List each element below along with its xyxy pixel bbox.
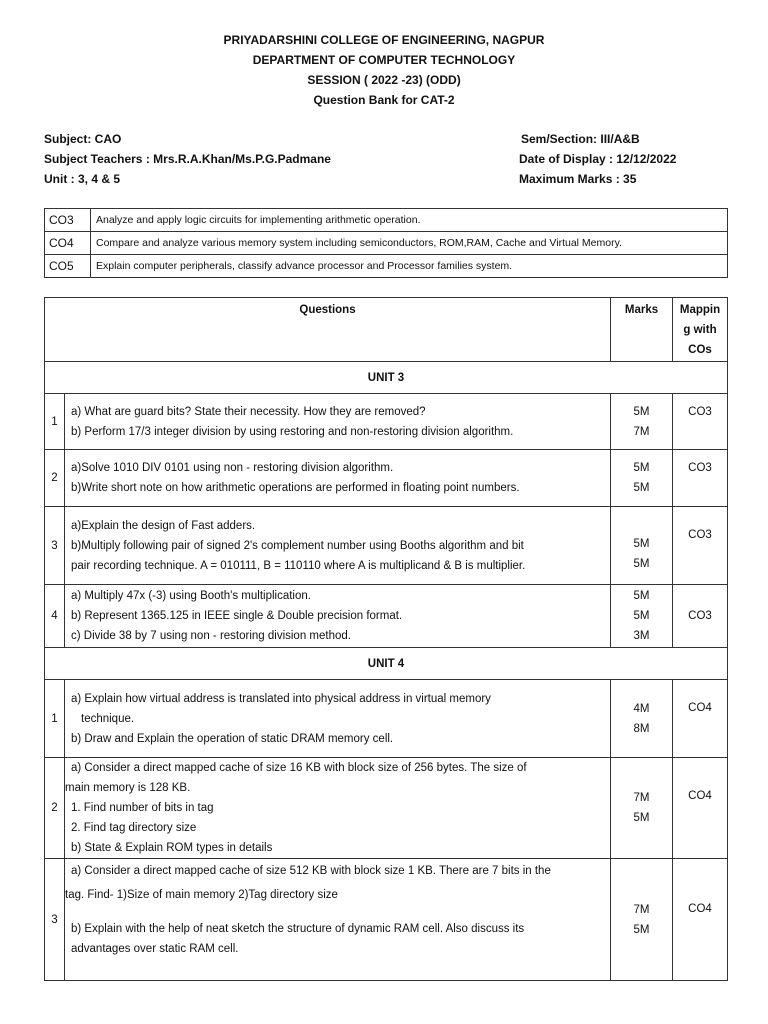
marks-value: 5M [633,462,650,474]
question-co: CO4 [673,859,728,981]
college-name: PRIYADARSHINI COLLEGE OF ENGINEERING, NAGPUR [223,33,545,47]
marks-value: 5M [633,482,650,494]
question-row [45,859,728,981]
question-line: c) Divide 38 by 7 using non - restoring division method. [71,630,351,642]
marks-value: 5M [633,590,650,602]
outcome-text: Analyze and apply logic circuits for implementing arithmetic operation. [91,209,728,232]
question-line: a) Multiply 47x (-3) using Booth's multiplication. [71,590,311,602]
outcome-code: CO4 [45,232,91,255]
outcome-row [45,255,728,278]
question-line: tag. Find- 1)Size of main memory 2)Tag directory size [65,889,338,901]
question-marks [611,394,673,450]
marks-value: 5M [633,405,650,418]
question-co: CO3 [673,450,728,507]
units: Unit : 3, 4 & 5 [44,172,121,186]
sem-section: Sem/Section: III/A&B [521,132,640,146]
unit-3-row [45,362,728,394]
question-line: a) Consider a direct mapped cache of size 16 KB with block size of 256 bytes. The size of [71,762,527,774]
marks-value: 7M [633,425,650,438]
table-header-row [45,298,728,362]
course-outcomes-table [44,208,728,278]
question-table [44,297,728,981]
question-row [45,507,728,585]
question-number: 3 [45,859,65,981]
question-line: b)Multiply following pair of signed 2's complement number using Booths algorithm and bit [71,539,524,552]
outcome-code: CO5 [45,255,91,278]
marks-value: 7M [633,792,650,804]
question-line: b) Perform 17/3 integer division by using restoring and non-restoring division algorithm. [71,425,514,438]
subject: Subject: CAO [44,132,122,146]
mapping-header-line: g with [683,324,717,336]
question-marks [611,680,673,758]
document-title: Question Bank for CAT-2 [313,93,455,107]
marks-value: 8M [633,722,650,735]
question-line: 2. Find tag directory size [71,822,197,834]
question-line: technique. [81,712,135,725]
marks-value: 3M [633,630,650,642]
question-text [65,394,611,450]
marks-value: 4M [633,702,650,715]
question-number: 3 [45,507,65,585]
question-line: b) State & Explain ROM types in details [71,842,273,854]
question-co: CO4 [673,758,728,859]
marks-header: Marks [611,298,673,362]
question-line: a) Explain how virtual address is translated into physical address in virtual memory [71,692,491,705]
question-marks [611,859,673,981]
question-line: 1. Find number of bits in tag [71,802,214,814]
question-co: CO4 [673,680,728,758]
marks-value: 5M [633,923,650,936]
question-row [45,680,728,758]
question-line: a) What are guard bits? State their necessity. How they are removed? [71,405,426,418]
question-number: 4 [45,585,65,648]
subject-teachers: Subject Teachers : Mrs.R.A.Khan/Ms.P.G.Padmane [44,152,331,166]
question-text [65,585,611,648]
question-text [65,758,611,859]
outcome-code: CO3 [45,209,91,232]
question-row [45,585,728,648]
mapping-header-line: COs [688,344,712,356]
question-line: b) Explain with the help of neat sketch the structure of dynamic RAM cell. Also discuss its [71,923,525,935]
marks-value: 7M [633,903,650,916]
question-number: 2 [45,450,65,507]
unit-4-row [45,648,728,680]
question-line: a)Explain the design of Fast adders. [71,519,256,532]
question-marks [611,507,673,585]
question-number: 1 [45,680,65,758]
question-co: CO3 [673,507,728,585]
question-co: CO3 [673,585,728,648]
question-marks [611,585,673,648]
marks-value: 5M [633,812,650,824]
question-number: 2 [45,758,65,859]
outcome-text: Compare and analyze various memory system including semiconductors, ROM,RAM, Cache and Virtual Memory. [91,232,728,255]
date-of-display: Date of Display : 12/12/2022 [519,152,677,166]
question-number: 1 [45,394,65,450]
outcome-row [45,209,728,232]
questions-header: Questions [45,298,611,362]
question-line: pair recording technique. A = 010111, B = 110110 where A is multiplicand & B is multiplier. [71,559,526,572]
department-name: DEPARTMENT OF COMPUTER TECHNOLOGY [252,53,516,67]
question-row [45,394,728,450]
question-row [45,758,728,859]
outcome-row [45,232,728,255]
question-row [45,450,728,507]
question-text [65,859,611,981]
question-text [65,450,611,507]
mapping-header-line: Mappin [679,304,721,316]
question-line: a)Solve 1010 DIV 0101 using non - restoring division algorithm. [71,462,394,474]
unit-3-title: UNIT 3 [45,362,728,394]
question-line: b) Represent 1365.125 in IEEE single & Double precision format. [71,610,403,622]
question-marks [611,758,673,859]
question-line: advantages over static RAM cell. [71,943,239,955]
maximum-marks: Maximum Marks : 35 [519,172,637,186]
question-line: a) Consider a direct mapped cache of size 512 KB with block size 1 KB. There are 7 bits in the [71,865,551,877]
question-text [65,680,611,758]
session: SESSION ( 2022 -23) (ODD) [307,73,461,87]
marks-value: 5M [633,538,650,550]
question-marks [611,450,673,507]
mapping-header [673,298,728,362]
unit-4-title: UNIT 4 [45,648,728,680]
marks-value: 5M [633,610,650,622]
question-text [65,507,611,585]
question-line: b)Write short note on how arithmetic operations are performed in floating point numbers. [71,482,520,494]
outcome-text: Explain computer peripherals, classify advance processor and Processor families system. [91,255,728,278]
question-line: main memory is 128 KB. [65,782,191,794]
question-line: b) Draw and Explain the operation of static DRAM memory cell. [71,732,394,745]
question-co: CO3 [673,394,728,450]
marks-value: 5M [633,558,650,570]
